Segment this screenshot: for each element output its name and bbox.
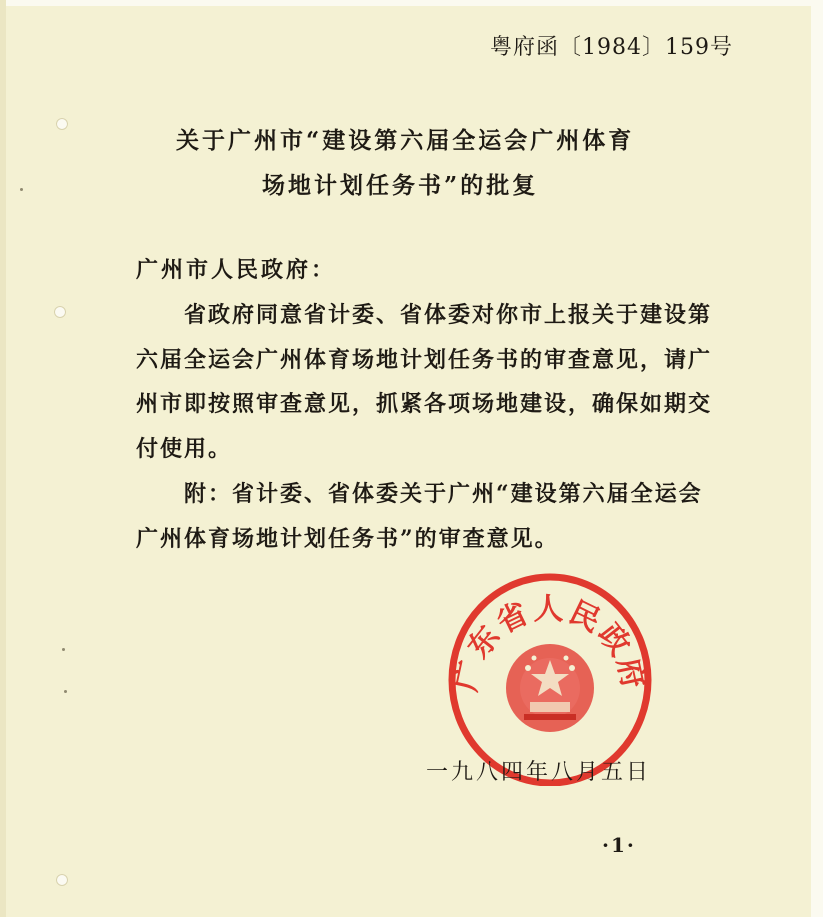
- official-seal: [446, 570, 654, 786]
- scan-speck: [62, 648, 65, 651]
- scan-edge-right: [811, 0, 823, 917]
- title-line-1: 关于广州市“建设第六届全运会广州体育: [176, 127, 635, 154]
- page-number: ·1·: [602, 833, 636, 857]
- salutation: 广州市人民政府：: [136, 257, 337, 283]
- document-number: 粤府函〔1984〕159号: [490, 35, 733, 60]
- main-paragraph: 省政府同意省计委、省体委对你市上报关于建设第六届全运会广州体育场地计划任务书的审查意见，请广州市即按照审查意见，抓紧各项场地建设，确保如期交付使用。: [136, 301, 713, 463]
- document-title: [156, 118, 716, 208]
- punch-hole: [54, 306, 66, 318]
- scan-speck: [20, 188, 23, 191]
- national-emblem-icon: [506, 644, 594, 732]
- punch-hole: [56, 874, 68, 886]
- scan-speck: [64, 690, 67, 693]
- punch-hole: [56, 118, 68, 130]
- seal-text: 广东省人民政府: [448, 592, 652, 695]
- document-date: 一九八四年八月五日: [426, 760, 652, 785]
- document-body: [136, 248, 726, 562]
- title-line-2: 场地计划任务书”的批复: [262, 172, 539, 199]
- attachment-note: 附：省计委、省体委关于广州“建设第六届全运会广州体育场地计划任务书”的审查意见。: [136, 480, 703, 552]
- scan-edge-top: [6, 0, 823, 6]
